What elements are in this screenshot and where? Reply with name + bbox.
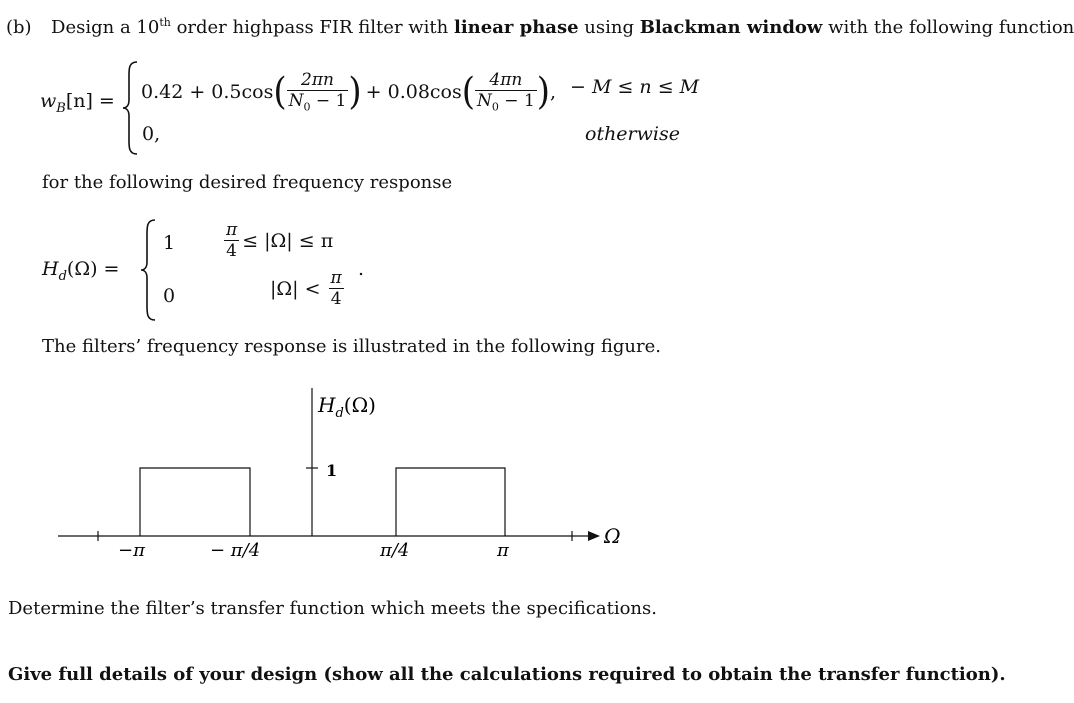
y-axis-label: $H_d(\Omega)$ (318, 393, 376, 421)
response-eq-lhs (42, 258, 119, 284)
problem-statement (6, 16, 1074, 38)
frac2-den-N: N (477, 91, 492, 111)
problem-label: (b) (6, 17, 32, 38)
tick-label-neg-pi: −π (118, 540, 145, 561)
response-case2-condition (270, 268, 344, 309)
frac1-den-sub: 0 (303, 100, 311, 114)
intro-superscript: th (159, 16, 171, 29)
details-text: Give full details of your design (show all the calculations required to obtain the transfer function). (8, 664, 1006, 685)
window-term2: + 0.08cos (365, 80, 462, 103)
paren-close-1: ) (348, 69, 362, 114)
window-lhs-arg: [n] = (65, 90, 115, 112)
frac1-den-rest: − 1 (310, 91, 347, 111)
response-brace (140, 218, 158, 322)
paren-open-1: ( (273, 69, 287, 114)
frac1-den-N: N (288, 91, 304, 111)
intro-bold-blackman: Blackman window (639, 17, 823, 38)
intro-text-4: with the following function (822, 17, 1074, 38)
y-one-label: 1 (326, 461, 338, 480)
intro-text-3: using (578, 17, 640, 38)
frequency-response-figure (0, 380, 893, 570)
case1-frac-den: 4 (224, 240, 239, 261)
response-lhs-symbol: H (42, 258, 59, 280)
tick-label-pi: π (497, 540, 509, 561)
window-lhs-symbol: w (40, 90, 57, 112)
paren-close-2: ) (536, 69, 551, 114)
window-eq-lhs (40, 90, 115, 116)
passband-left (140, 468, 250, 536)
tick-label-pi4: π/4 (380, 540, 410, 561)
window-case1-expression (141, 70, 556, 113)
window-brace (122, 60, 140, 156)
window-case2-value: 0, (142, 123, 161, 145)
case2-cond-text: |Ω| < (270, 277, 321, 300)
paren-open-2: ( (461, 69, 476, 114)
intro-text-1: Design a 10 (51, 17, 160, 38)
intro-bold-linear-phase: linear phase (453, 17, 579, 38)
case1-frac-num: π (226, 220, 238, 240)
window-case2-condition: otherwise (585, 123, 680, 145)
window-comma: , (550, 80, 557, 103)
response-period: . (358, 258, 365, 280)
figure-caption: The filters’ frequency response is illustrated in the following figure. (42, 336, 661, 357)
x-axis-arrow (588, 531, 600, 541)
response-case1-value: 1 (163, 232, 176, 254)
x-axis-label: Ω (604, 524, 621, 548)
case2-frac-den: 4 (329, 288, 344, 309)
window-range-condition: − M ≤ n ≤ M (570, 76, 700, 98)
determine-text: Determine the filter’s transfer function which meets the specifications. (8, 598, 657, 619)
response-case2-value: 0 (163, 285, 176, 307)
frac1-denominator (287, 90, 349, 113)
frac2-den-sub: 0 (491, 100, 499, 114)
frac2-denominator (475, 90, 537, 113)
frac2 (475, 70, 537, 113)
window-lhs-sub: B (56, 100, 66, 116)
frac2-numerator: 4πn (489, 70, 523, 90)
case1-frac (224, 220, 239, 261)
case2-frac-num: π (330, 268, 342, 288)
window-term1: 0.42 + 0.5cos (141, 80, 274, 103)
intro-text-2: order highpass FIR filter with (170, 17, 454, 38)
frac1 (287, 70, 349, 113)
frac1-numerator: 2πn (301, 70, 334, 90)
passband-right (396, 468, 505, 536)
response-lhs-sub: d (58, 268, 67, 284)
response-case1-condition (224, 220, 333, 261)
tick-label-neg-pi4: − π/4 (210, 540, 261, 561)
frac2-den-rest: − 1 (498, 91, 535, 111)
case1-cond-text: ≤ |Ω| ≤ π (242, 229, 334, 252)
response-lhs-arg: (Ω) = (66, 258, 120, 280)
desired-intro-text: for the following desired frequency response (42, 172, 453, 193)
case2-frac (329, 268, 344, 309)
